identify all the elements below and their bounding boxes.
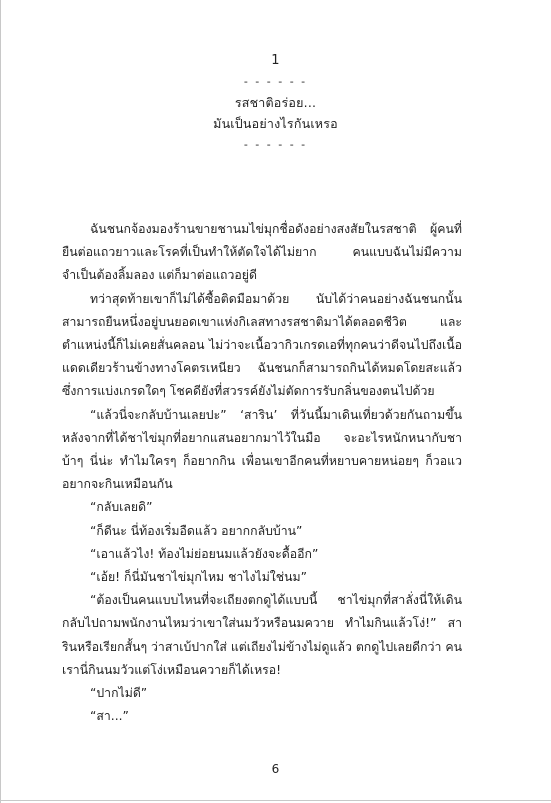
dialogue-line: “กลับเลยดิ” [90,500,153,515]
paragraph: ทว่าสุดท้ายเขาก็ไม่ได้ซื้อติดมือมาด้วย นับได้ว่าคนอย่างฉันชนกนั้นสามารถยืนหนึ่งอยู่บนยอดเขาแห่งกิเลสทางรสชาติมาได้ตลอดชีวิต และตำแหน่งนี้ก็ไม่เคยสั่นคลอน ไม่ว่าจะเนื้อวากิวเกรดเอที่ทุกคนว่าดีจนไปถึงเนื้อแดดเดียวร้านข้างทางโคตรเหนียว ฉันชนกก็สามารถกินได้หมดโดยสะแล้วซึ่งการแบ่งเกรดใดๆ โชคดียังที่สวรรค์ยังไม่ตัดการรับกลิ่นของตนไปด้วย [62,291,462,399]
dialogue-line: “เอาแล้วไง! ท้องไม่ย่อยนมแล้วยังจะดื้ออีก” [90,546,319,561]
chapter-title-line-2: มันเป็นอย่างไรกันเหรอ [213,116,338,131]
chapter-number: 1 [271,53,280,68]
paragraph: ฉันชนกจ้องมองร้านขายชานมไข่มุกชื่อดังอย่างสงสัยในรสชาติ ผู้คนที่ยืนต่อแถวยาวและโรคที่เป็นทำให้ตัดใจได้ไม่ยาก คนแบบฉันไม่มีความจำเป็นต้องลิ้มลอง แต่ก็มาต่อแถวอยู่ดี [62,222,462,283]
chapter-body [62,218,462,728]
divider-bottom: - - - - - - [243,138,308,151]
dialogue-line: “ก็ดีนะ นี่ท้องเริ่มอืดแล้ว อยากกลับบ้าน” [90,523,303,538]
page-bottom-border [0,800,551,801]
chapter-header [0,50,551,155]
chapter-title-line-1: รสชาติอร่อย... [234,95,317,110]
divider-top: - - - - - - [243,75,308,88]
dialogue-line: “เอ้ย! ก็นี่มันชาไข่มุกไหม ชาไงไม่ใช่นม” [90,570,308,585]
paragraph: “ต้องเป็นคนแบบไหนที่จะเถียงตกดูได้แบบนี้ ชาไข่มุกที่สาลั่งนี่ให้เดินกลับไปถามพนักงานไหมว่าเขาใส่นมวัวหรือนมควาย ทำไมกินแล้วโง่!” สารินหรือเรียกสั้นๆ ว่าสาเบ้ปากใส่ แต่เถียงไม่ข้างไม่ดูแล้ว ตกดูไปเลยดีกว่า คนเรานี่กินนมวัวแต่โง่เหมือนควายก็ได้เหรอ! [62,593,462,677]
dialogue-line: “ปากไม่ดี” [90,686,148,701]
dialogue-line: “สา...” [90,709,129,724]
paragraph: “แล้วนี่จะกลับบ้านเลยปะ” ‘สาริน’ ที่วันนี้มาเดินเที่ยวด้วยกันถามขึ้นหลังจากที่ได้ชาไข่มุกที่อยากแสนอยากมาไว้ในมือ จะอะไรหนักหนากับชาบ้าๆ นี่น่ะ ทำไมใครๆ ก็อยากกิน เพื่อนเขาอีกคนที่หยาบคายหน่อยๆ ก็วอแวอยากจะกินเหมือนกัน [62,407,462,492]
page-number: 6 [271,762,280,776]
